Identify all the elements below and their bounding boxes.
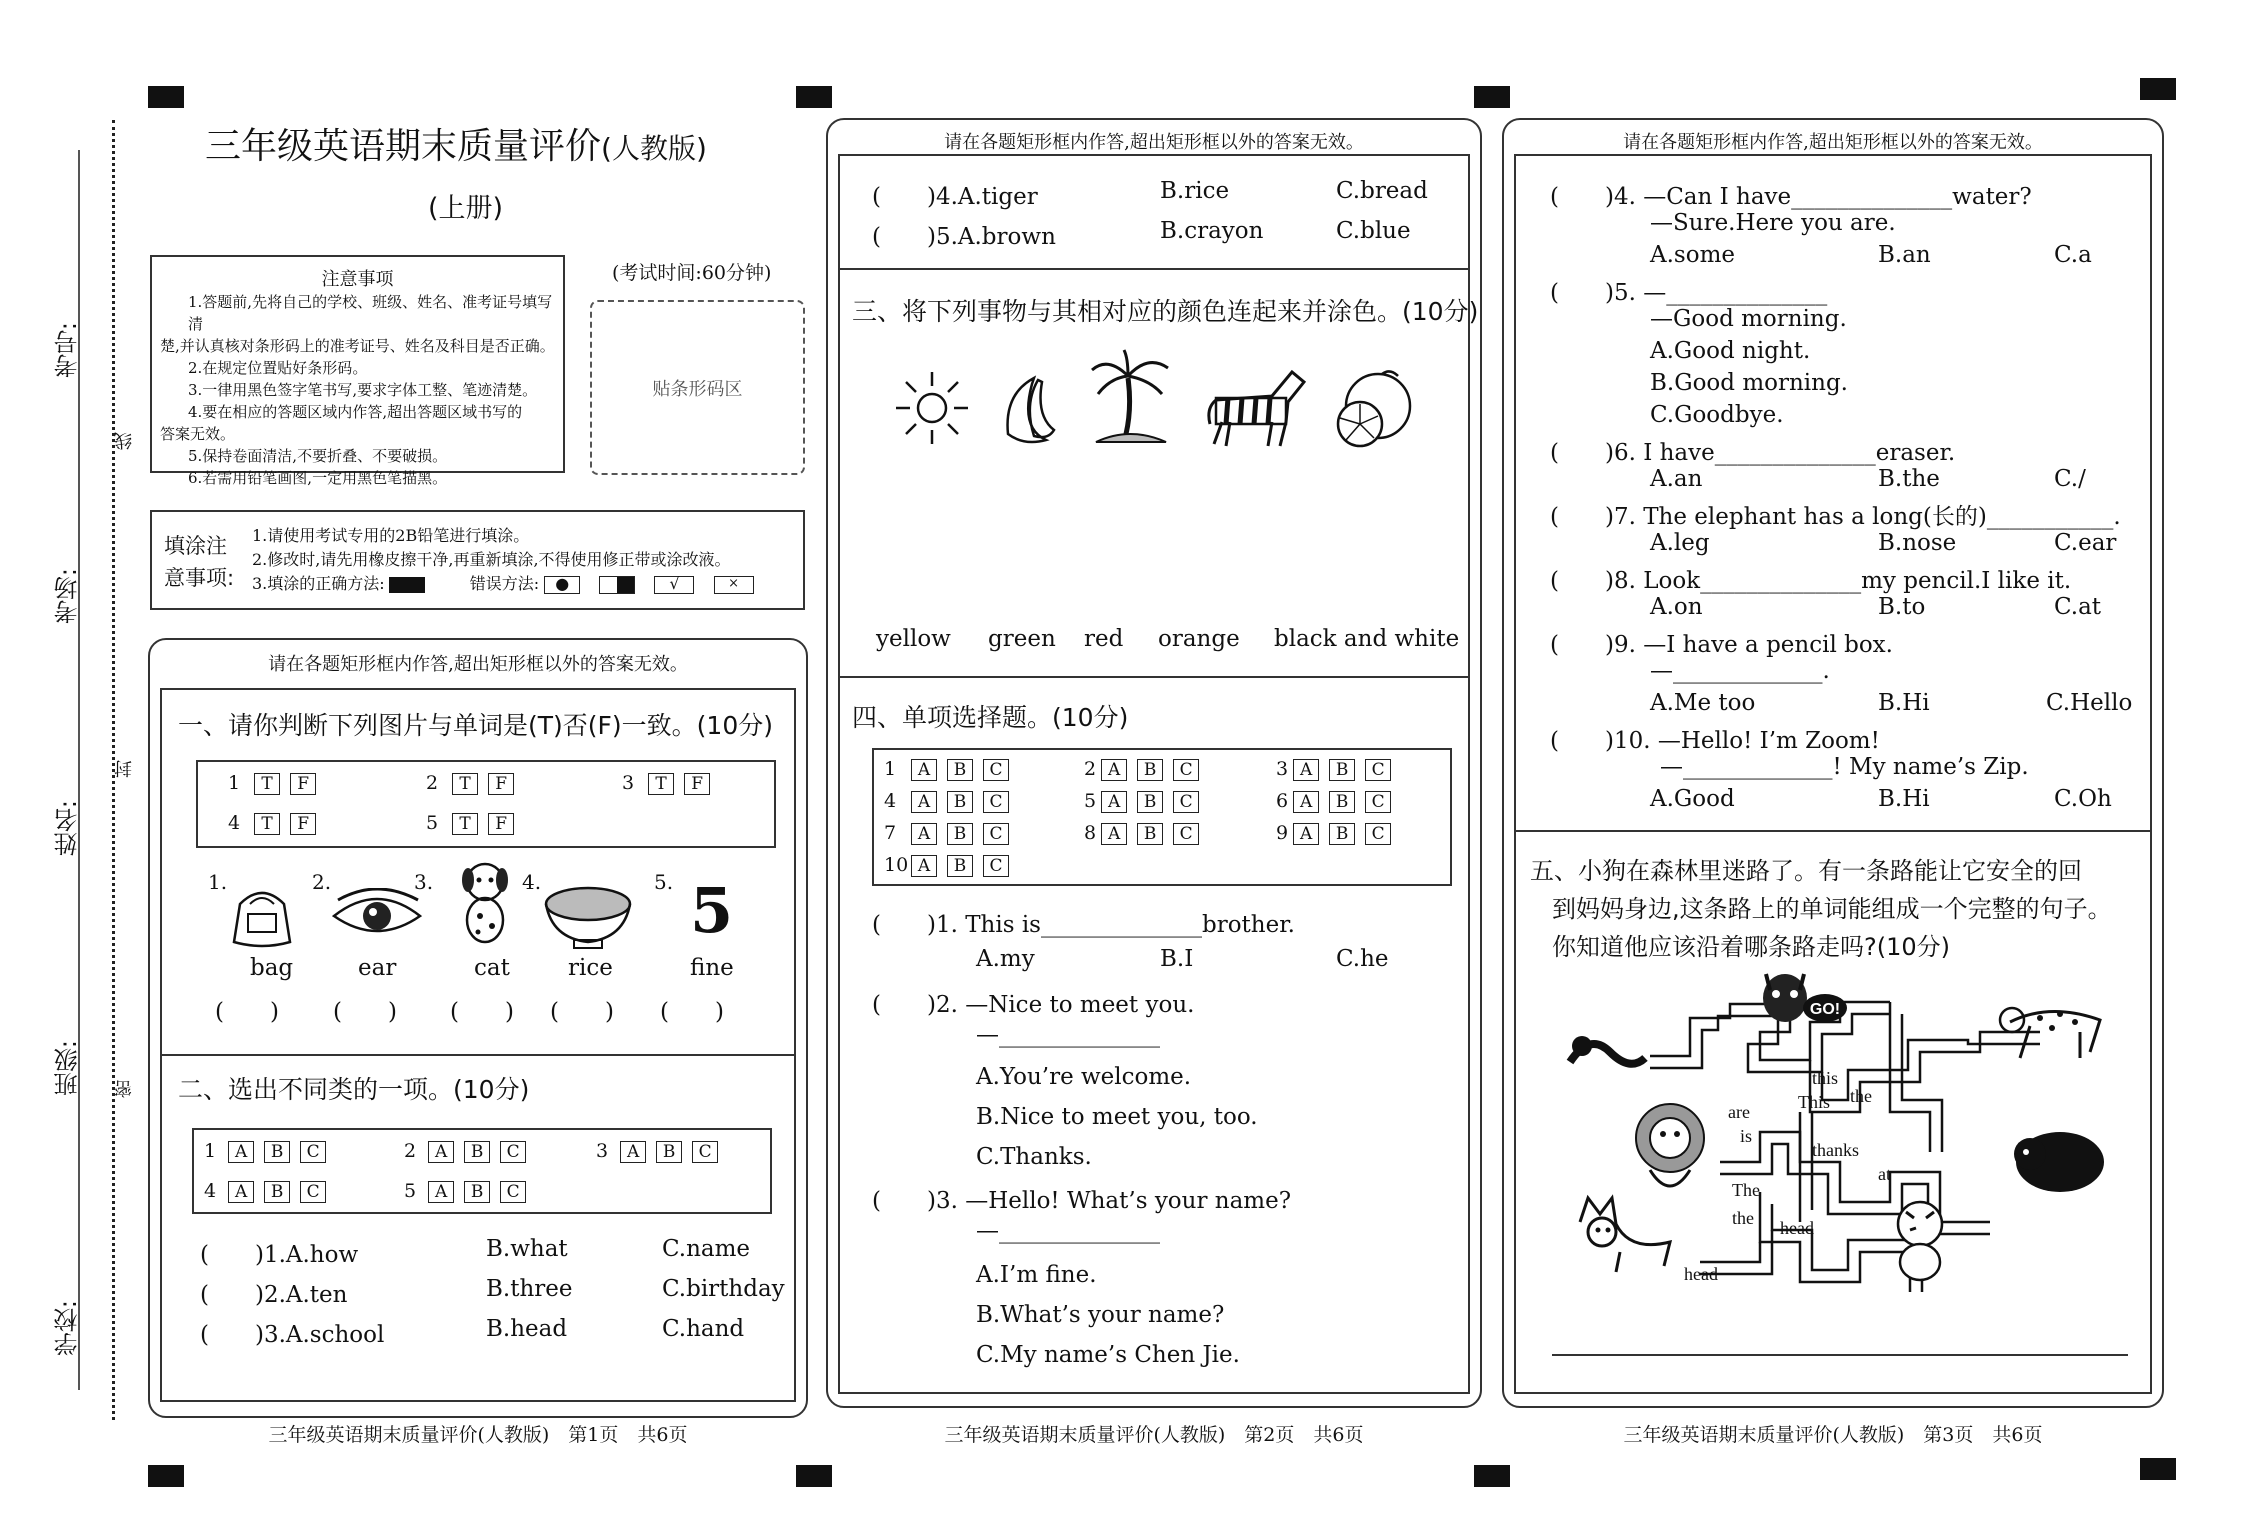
s2-item: B.what [486, 1236, 568, 1262]
bubble-T[interactable]: T [648, 773, 674, 795]
bubble-A[interactable]: A [1101, 823, 1127, 845]
bubble-C[interactable]: C [1173, 759, 1199, 781]
s4-grid-row: 4 A B C [884, 790, 1014, 813]
bubble-B[interactable]: B [1137, 823, 1163, 845]
side-kaochang: 考场: [54, 568, 82, 625]
page-footer: 三年级英语期末质量评价(人教版) 第1页 共6页 [268, 1424, 688, 1446]
option: C.Thanks. [976, 1144, 1092, 1170]
option: B.Hi [1878, 786, 1930, 812]
question: ( )3. —Hello! What’s your name? [872, 1188, 1292, 1214]
pic-num: 5. [654, 870, 674, 894]
divider [838, 268, 1470, 270]
option: A.leg [1650, 530, 1710, 556]
bubble-A[interactable]: A [1293, 759, 1319, 781]
option: B.Hi [1878, 690, 1930, 716]
option: A.Good [1650, 786, 1735, 812]
s2-grid-row: 2 A B C [404, 1140, 531, 1163]
bubble-C[interactable]: C [500, 1141, 526, 1163]
bubble-C[interactable]: C [1173, 823, 1199, 845]
bubble-C[interactable]: C [983, 823, 1009, 845]
page-footer: 三年级英语期末质量评价(人教版) 第2页 共6页 [944, 1424, 1364, 1446]
s2-item: C.birthday [662, 1276, 785, 1302]
option: C.My name’s Chen Jie. [976, 1342, 1240, 1368]
option: C.a [2054, 242, 2092, 268]
question-line: —Sure.Here you are. [1650, 210, 1896, 236]
barcode-label: 贴条形码区 [652, 378, 743, 400]
divider [838, 676, 1470, 678]
bubble-B[interactable]: B [947, 823, 973, 845]
s2-title: 二、选出不同类的一项。(10分) [178, 1075, 530, 1104]
answer-line[interactable] [1552, 1354, 2128, 1356]
question: ( )2. —Nice to meet you. [872, 992, 1195, 1018]
bubble-F[interactable]: F [684, 773, 710, 795]
s2-item: ( )1.A.how [200, 1242, 359, 1268]
option: A.Good night. [1650, 338, 1811, 364]
option: B.the [1878, 466, 1940, 492]
maze-word: This [1798, 1092, 1831, 1112]
s1-word: cat [474, 955, 510, 981]
bubble-C[interactable]: C [983, 791, 1009, 813]
registration-mark [796, 1465, 832, 1487]
bubble-B[interactable]: B [947, 855, 973, 877]
s2-item: ( )2.A.ten [200, 1282, 348, 1308]
bubble-T[interactable]: T [254, 773, 280, 795]
dog-puppy-icon [1763, 974, 1807, 1022]
option: A.my [976, 946, 1035, 972]
registration-mark [1474, 1465, 1510, 1487]
s4-grid-row: 3 A B C [1276, 758, 1396, 781]
fill-label: 填涂注 [164, 534, 227, 558]
notes-box [150, 255, 565, 487]
maze-word: at [1878, 1164, 1891, 1184]
bubble-T[interactable]: T [452, 773, 478, 795]
maze-word: head [1684, 1264, 1718, 1284]
bubble-B[interactable]: B [264, 1181, 290, 1203]
s1-grid-row: 3 T F [622, 772, 715, 795]
color-word: yellow [876, 626, 951, 652]
svg-text:GO!: GO! [1809, 1001, 1841, 1018]
option: A.on [1650, 594, 1703, 620]
registration-mark [796, 86, 832, 108]
bubble-C[interactable]: C [983, 855, 1009, 877]
question-line: —_____________. [1650, 658, 1830, 684]
bubble-B[interactable]: B [656, 1141, 682, 1163]
divider [1514, 830, 2152, 832]
bubble-C[interactable]: C [692, 1141, 718, 1163]
side-xingming: 姓名: [54, 800, 82, 857]
option: B.What’s your name? [976, 1302, 1225, 1328]
option: C.Goodbye. [1650, 402, 1784, 428]
bubble-B[interactable]: B [1137, 791, 1163, 813]
pic-num: 4. [522, 870, 542, 894]
s4-answer-grid [872, 748, 1452, 886]
bubble-B[interactable]: B [947, 759, 973, 781]
maze-word: The [1732, 1180, 1760, 1200]
bubble-F[interactable]: F [488, 813, 514, 835]
option: B.nose [1878, 530, 1957, 556]
s2-item: C.name [662, 1236, 751, 1262]
side-mi: 密 [114, 1080, 135, 1098]
option: C.he [1336, 946, 1389, 972]
option: C./ [2054, 466, 2086, 492]
side-xuexiao: 学校: [54, 1300, 82, 1357]
option: B.to [1878, 594, 1926, 620]
s1-answer-grid [196, 760, 776, 848]
question: ( )10. —Hello! I’m Zoom! [1550, 728, 1880, 754]
bubble-C[interactable]: C [500, 1181, 526, 1203]
s4-grid-row: 8 A B C [1084, 822, 1204, 845]
question: ( )1. This is______________brother. [872, 912, 1295, 938]
color-word: green [988, 626, 1056, 652]
s2-item: B.rice [1160, 178, 1230, 204]
volume: (上册) [428, 193, 504, 224]
bubble-F[interactable]: F [488, 773, 514, 795]
registration-mark [148, 86, 184, 108]
question: ( )7. The elephant has a long(长的)___________. [1550, 504, 2121, 530]
fill-label: 意事项: [164, 566, 235, 590]
s2-item: C.blue [1336, 218, 1411, 244]
maze-word: this [1812, 1068, 1839, 1088]
s4-grid-row: 5 A B C [1084, 790, 1204, 813]
s2-item: B.three [486, 1276, 573, 1302]
bubble-C[interactable]: C [300, 1141, 326, 1163]
s2-grid-row: 3 A B C [596, 1140, 723, 1163]
bubble-T[interactable]: T [452, 813, 478, 835]
option: A.some [1650, 242, 1735, 268]
s4-grid-row: 7 A B C [884, 822, 1014, 845]
bubble-B[interactable]: B [947, 791, 973, 813]
bubble-B[interactable]: B [1329, 823, 1355, 845]
option: A.I’m fine. [976, 1262, 1097, 1288]
answer-paren[interactable]: ( ) [450, 999, 514, 1025]
banana-icon [994, 374, 1060, 448]
bubble-A[interactable]: A [428, 1141, 454, 1163]
option: C.ear [2054, 530, 2117, 556]
answer-paren[interactable]: ( ) [215, 999, 279, 1025]
pic-num: 3. [414, 870, 434, 894]
s1-word: ear [358, 955, 397, 981]
notes-list: 1.答题前,先将自己的学校、班级、姓名、准考证号填写清 楚,并认真核对条形码上的准考证号、姓名及科目是否正确。 2.在规定位置贴好条形码。 3.一律用黑色签字笔书写,要求字体工整、笔迹清楚。 4.要在相应的答题区域内作答,超出答题区域书写的 答案无效。 5.保持卷面清洁,不要折叠、不要破损。 6.若需用铅笔画图,一定用黑色笔描黑。 [160, 293, 555, 487]
s2-item: ( )5.A.brown [872, 224, 1056, 250]
s4-title: 四、单项选择题。(10分) [852, 703, 1129, 732]
answer-paren[interactable]: ( ) [660, 999, 724, 1025]
sun-icon [892, 370, 972, 446]
bubble-A[interactable]: A [911, 855, 937, 877]
question: ( )6. I have______________eraser. [1550, 440, 1956, 466]
s4-grid-row: 6 A B C [1276, 790, 1396, 813]
area-note: 请在各题矩形框内作答,超出矩形框以外的答案无效。 [1623, 132, 2043, 153]
tiger-icon [1898, 1202, 1942, 1280]
option: B.an [1878, 242, 1931, 268]
s1-word: fine [690, 955, 734, 981]
option: C.Hello [2046, 690, 2133, 716]
bubble-A[interactable]: A [1293, 823, 1319, 845]
question: ( )8. Look______________my pencil.I like it. [1550, 568, 2072, 594]
s2-item: C.bread [1336, 178, 1428, 204]
exam-time: (考试时间:60分钟) [612, 262, 772, 284]
s5-title: 五、小狗在森林里迷路了。有一条路能让它安全的回 到妈妈身边,这条路上的单词能组成一个完整的句子。 你知道他应该沿着哪条路走吗?(10分) [1530, 857, 2112, 961]
bubble-B[interactable]: B [1329, 791, 1355, 813]
pic-num: 2. [312, 870, 332, 894]
option: A.Me too [1650, 690, 1756, 716]
go-badge [1803, 994, 1847, 1022]
bubble-A[interactable]: A [911, 759, 937, 781]
page-title: 三年级英语期末质量评价(人教版) [205, 126, 707, 167]
bubble-C[interactable]: C [1365, 823, 1391, 845]
question: ( )5. —______________ [1550, 280, 1828, 306]
bubble-A[interactable]: A [1101, 791, 1127, 813]
registration-mark [2140, 78, 2176, 100]
s2-item: C.hand [662, 1316, 745, 1342]
bubble-T[interactable]: T [254, 813, 280, 835]
answer-blank[interactable]: —______________ [976, 1022, 1160, 1048]
registration-mark [148, 1465, 184, 1487]
bubble-B[interactable]: B [264, 1141, 290, 1163]
answer-paren[interactable]: ( ) [333, 999, 397, 1025]
maze-word: the [1850, 1086, 1872, 1106]
option: A.an [1650, 466, 1703, 492]
s2-answer-grid [192, 1128, 772, 1214]
question-line: —_____________! My name’s Zip. [1660, 754, 2029, 780]
color-word: red [1084, 626, 1124, 652]
bubble-B[interactable]: B [464, 1181, 490, 1203]
s1-word: bag [250, 955, 294, 981]
area-note: 请在各题矩形框内作答,超出矩形框以外的答案无效。 [268, 654, 688, 675]
eye-icon [330, 888, 424, 942]
digit-five: 5 [690, 874, 734, 947]
s2-item: ( )4.A.tiger [872, 184, 1038, 210]
bubble-A[interactable]: A [428, 1181, 454, 1203]
bag-icon [222, 878, 302, 950]
bubble-B[interactable]: B [1329, 759, 1355, 781]
fill-notes: 1.请使用考试专用的2B铅笔进行填涂。 2.修改时,请先用橡皮擦干净,再重新填涂,不得使用修正带或涂改液。 3.填涂的正确方法: 错误方法: ● √ × [252, 524, 754, 596]
s1-grid-row: 4 T F [228, 812, 321, 835]
s2-item: B.crayon [1160, 218, 1264, 244]
bubble-F[interactable]: F [290, 773, 316, 795]
registration-mark [2140, 1458, 2176, 1480]
color-word: orange [1158, 626, 1240, 652]
s2-item: B.head [486, 1316, 568, 1342]
side-banji: 班级: [54, 1040, 82, 1097]
question: ( )4. —Can I have______________water? [1550, 184, 2032, 210]
s1-title: 一、请你判断下列图片与单词是(T)否(F)一致。(10分) [178, 711, 773, 740]
rice-bowl-icon [540, 880, 636, 952]
option: B.I [1160, 946, 1194, 972]
maze-word: head [1780, 1218, 1814, 1238]
bubble-C[interactable]: C [300, 1181, 326, 1203]
color-word: black and white [1274, 626, 1460, 652]
s4-grid-row: 9 A B C [1276, 822, 1396, 845]
s2-item: ( )3.A.school [200, 1322, 385, 1348]
s4-grid-row: 1 A B C [884, 758, 1014, 781]
barcode-area[interactable] [590, 300, 805, 475]
s1-grid-row: 5 T F [426, 812, 519, 835]
maze[interactable] [1560, 962, 2120, 1306]
bubble-C[interactable]: C [1365, 791, 1391, 813]
bubble-A[interactable]: A [228, 1181, 254, 1203]
s4-grid-row: 10 A B C [884, 854, 1014, 877]
bubble-B[interactable]: B [464, 1141, 490, 1163]
bubble-A[interactable]: A [911, 791, 937, 813]
maze-word: is [1740, 1126, 1753, 1146]
side-feng: 封 [114, 760, 135, 778]
option: B.Good morning. [1650, 370, 1848, 396]
maze-word: thanks [1812, 1140, 1859, 1160]
answer-paren[interactable]: ( ) [550, 999, 614, 1025]
question: ( )9. —I have a pencil box. [1550, 632, 1893, 658]
bubble-C[interactable]: C [1173, 791, 1199, 813]
side-xian: 线 [114, 432, 135, 450]
s2-grid-row: 1 A B C [204, 1140, 331, 1163]
bubble-F[interactable]: F [290, 813, 316, 835]
bubble-B[interactable]: B [1137, 759, 1163, 781]
bubble-A[interactable]: A [620, 1141, 646, 1163]
bubble-C[interactable]: C [1365, 759, 1391, 781]
bubble-A[interactable]: A [228, 1141, 254, 1163]
orange-icon [1330, 366, 1416, 450]
notes-title: 注意事项 [321, 269, 394, 290]
answer-blank[interactable]: —______________ [976, 1218, 1160, 1244]
maze-word: are [1728, 1102, 1750, 1122]
bubble-A[interactable]: A [1293, 791, 1319, 813]
palm-tree-icon [1088, 348, 1172, 448]
maze-word: the [1732, 1208, 1754, 1228]
registration-mark [1474, 86, 1510, 108]
s1-grid-row: 1 T F [228, 772, 321, 795]
s2-grid-row: 5 A B C [404, 1180, 531, 1203]
s1-word: rice [568, 955, 613, 981]
s1-grid-row: 2 T F [426, 772, 519, 795]
s3-title: 三、将下列事物与其相对应的颜色连起来并涂色。(10分) [852, 297, 1479, 326]
bubble-A[interactable]: A [911, 823, 937, 845]
s2-grid-row: 4 A B C [204, 1180, 331, 1203]
option: B.Nice to meet you, too. [976, 1104, 1258, 1130]
zebra-icon [1196, 364, 1310, 448]
pic-num: 1. [208, 870, 228, 894]
bubble-C[interactable]: C [983, 759, 1009, 781]
s4-grid-row: 2 A B C [1084, 758, 1204, 781]
page-footer: 三年级英语期末质量评价(人教版) 第3页 共6页 [1623, 1424, 2043, 1446]
side-kaohao: 考号: [54, 322, 82, 379]
option: C.Oh [2054, 786, 2112, 812]
option: A.You’re welcome. [976, 1064, 1192, 1090]
question-line: —Good morning. [1650, 306, 1847, 332]
bubble-A[interactable]: A [1101, 759, 1127, 781]
fill-instructions [150, 510, 805, 610]
option: C.at [2054, 594, 2102, 620]
area-note: 请在各题矩形框内作答,超出矩形框以外的答案无效。 [944, 132, 1364, 153]
dog-icon [450, 858, 520, 948]
